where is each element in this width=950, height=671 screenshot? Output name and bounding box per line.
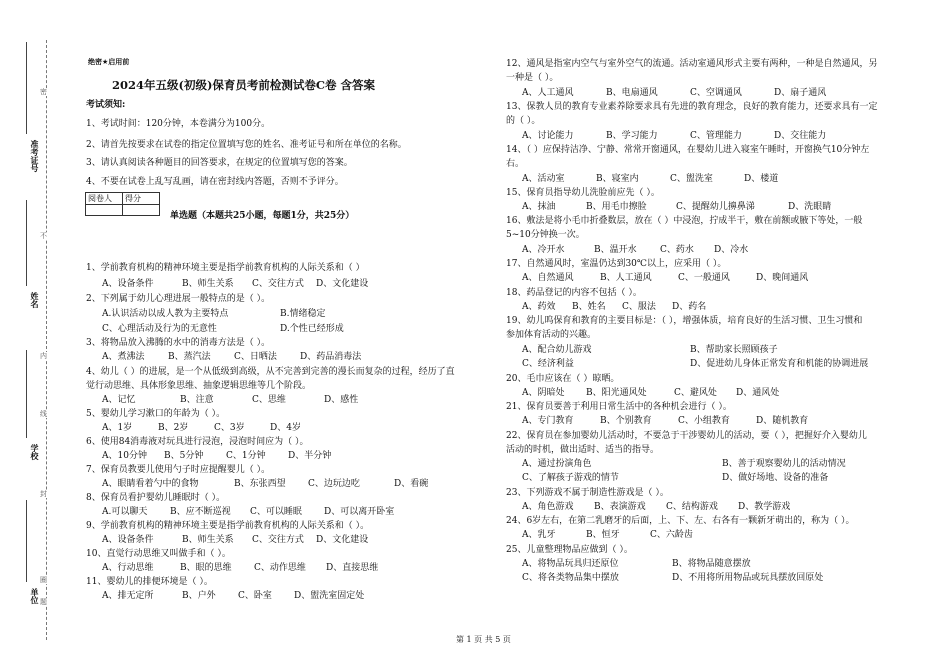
option[interactable]: A、眼睛看着勺中的食物 — [102, 479, 199, 489]
option[interactable]: A、乳牙 — [522, 530, 556, 540]
option[interactable]: A、自然通风 — [522, 273, 574, 283]
question-options — [102, 394, 358, 406]
option[interactable]: C、1分钟 — [226, 451, 266, 461]
name-line — [26, 200, 27, 286]
question-text: 活动的时机，做出适时、适当的指导。 — [506, 445, 660, 455]
option[interactable]: A、通过扮演角色 — [522, 459, 592, 469]
label-unit: 单位 — [30, 588, 40, 604]
notice-item: 1、考试时间：120分钟，本卷满分为100分。 — [86, 119, 271, 129]
option[interactable]: B、户外 — [182, 591, 216, 601]
seal-char: 内 — [40, 352, 47, 360]
question-text: 24、6岁左右，在第二乳磨牙的后面，上、下、左、右各有一颗新牙萌出的，称为（ ）。 — [506, 516, 855, 526]
question-text: 右。 — [506, 159, 525, 169]
question-options — [522, 201, 831, 213]
question-text: 2、下列属于幼儿心理进展一般特点的是（ ）。 — [86, 294, 271, 304]
option[interactable]: D、4岁 — [270, 423, 301, 433]
option[interactable]: C、空调通风 — [690, 88, 742, 98]
option[interactable]: D、楼道 — [744, 174, 779, 184]
option[interactable]: C、交往方式 — [252, 279, 304, 289]
question-text: 10、直觉行动思维又叫做手和（ ）。 — [86, 549, 231, 559]
option[interactable]: A、配合幼儿游戏 — [522, 345, 592, 355]
question-options — [522, 472, 828, 484]
option[interactable]: A.可以聊天 — [102, 507, 148, 517]
option[interactable]: B、蒸汽法 — [168, 352, 211, 362]
label-school: 学校 — [30, 444, 40, 460]
notice-item: 4、不要在试卷上乱写乱画，请在密封线内答题，否则不予评分。 — [86, 177, 344, 187]
option[interactable]: B、电扇通风 — [606, 88, 658, 98]
option[interactable]: D、看碗 — [394, 479, 429, 489]
seal-char: 圈 — [40, 576, 47, 584]
option[interactable]: D、盥洗室固定处 — [294, 591, 365, 601]
question-options — [522, 558, 751, 570]
option[interactable]: A、药效 — [522, 302, 556, 312]
question-options — [522, 501, 790, 513]
question-text: 7、保育员教要儿使用勺子时应提醒婴儿（ ）。 — [86, 465, 271, 475]
question-text: 9、学前教育机构的精神环境主要是指学前教育机构的人际关系和（ ）。 — [86, 521, 370, 531]
question-options — [102, 478, 428, 490]
question-options — [102, 323, 344, 335]
question-options — [102, 308, 325, 320]
question-text: 的（ ）。 — [506, 116, 541, 126]
option[interactable]: B、恒牙 — [586, 530, 620, 540]
option[interactable]: B、阳光通风处 — [586, 388, 647, 398]
question-text: 一种是（ ）。 — [506, 73, 559, 83]
score-blank[interactable] — [123, 205, 160, 216]
option[interactable]: A、排无定所 — [102, 591, 154, 601]
notice-item: 3、请认真阅读各种题目的回答要求，在规定的位置填写您的答案。 — [86, 158, 353, 168]
question-text: 4、幼儿（ ）的进展，是一个从低级到高级，从不完善到完善的漫长而复杂的过程，经历了直 — [86, 367, 455, 377]
notice-heading: 考试须知: — [86, 100, 126, 110]
question-text: 13、保教人员的教育专业素养除要求具有先进的教育理念，良好的教育能力，还要求具有一定 — [506, 102, 878, 112]
option[interactable]: D、文化建设 — [316, 279, 369, 289]
option[interactable]: C、结构游戏 — [666, 502, 718, 512]
question-text: 19、幼儿呜保育和教育的主要目标是：（ ），增强体质，培育良好的生活习惯、卫生习惯和 — [506, 316, 863, 326]
option[interactable]: B、注意 — [180, 395, 214, 405]
page-number: 第 1 页 共 5 页 — [456, 635, 511, 644]
option[interactable]: D、不用将所用物品或玩具摆放回原处 — [672, 573, 824, 583]
seal-char: 密 — [40, 88, 47, 96]
seal-char: 题 — [40, 598, 47, 606]
page-title: 2024年五级(初级)保育员考前检测试卷C卷 含答案 — [112, 78, 376, 92]
question-text: 18、药品登记的内容不包括（ ）。 — [506, 288, 642, 298]
exam-number-line — [26, 42, 27, 134]
question-text: 1、学前教育机构的精神环境主要是指学前教育机构的人际关系和（ ） — [86, 263, 365, 273]
question-options — [102, 590, 364, 602]
secret-label: 绝密★启用前 — [88, 58, 130, 66]
question-options — [522, 387, 779, 399]
grader-blank[interactable] — [86, 205, 123, 216]
option[interactable]: C、将各类物品集中摆放 — [522, 573, 619, 583]
question-options — [102, 562, 378, 574]
option[interactable]: C、小组教育 — [678, 416, 730, 426]
option[interactable]: D.个性已经形成 — [280, 324, 344, 334]
question-text: 参加体育活动的兴趣。 — [506, 330, 597, 340]
option[interactable]: A、煮沸法 — [102, 352, 145, 362]
option[interactable]: B、师生关系 — [182, 279, 234, 289]
option[interactable]: D、药品消毒法 — [300, 352, 362, 362]
question-text: 觉行动思维、具体形象思维、抽象逻辑思维等几个阶段。 — [86, 381, 312, 391]
question-options — [102, 534, 368, 546]
question-options — [522, 130, 826, 142]
seal-char: 线 — [40, 410, 47, 418]
option[interactable]: A、设备条件 — [102, 279, 154, 289]
question-options — [522, 87, 826, 99]
option[interactable]: C、避风处 — [674, 388, 717, 398]
option[interactable]: A、10分钟 — [102, 451, 147, 461]
question-options — [522, 415, 808, 427]
option[interactable]: C、药水 — [660, 245, 694, 255]
option[interactable]: B、姓名 — [572, 302, 606, 312]
option[interactable]: B、2岁 — [158, 423, 189, 433]
option[interactable]: B、表演游戏 — [594, 502, 646, 512]
question-options — [522, 572, 823, 584]
question-text: 25、儿童整理物品应做到（ ）。 — [506, 545, 633, 555]
question-text: 20、毛巾应该在（ ）晾晒。 — [506, 374, 620, 384]
option[interactable]: A、专门教育 — [522, 416, 574, 426]
option[interactable]: D、做好场地、设备的准备 — [722, 473, 829, 483]
question-text: 14、（ ）应保持洁净、宁静、常常开窗通风，在婴幼儿进入寝室午睡时，开窗换气10分钟左 — [506, 145, 870, 155]
question-text: 8、保育员看护婴幼儿睡眠时（ ）。 — [86, 493, 226, 503]
question-text: 21、保育员要善于利用日常生活中的各种机会进行（ ）。 — [506, 402, 732, 412]
option[interactable]: C、提醒幼儿擤鼻涕 — [676, 202, 755, 212]
option[interactable]: D、感性 — [324, 395, 359, 405]
question-options — [102, 450, 331, 462]
option[interactable]: A、角色游戏 — [522, 502, 574, 512]
option[interactable]: B、寝室内 — [596, 174, 639, 184]
option[interactable]: A、人工通风 — [522, 88, 574, 98]
unit-line — [26, 500, 27, 582]
score-table — [85, 192, 160, 216]
option[interactable]: B、学习能力 — [606, 131, 658, 141]
option[interactable]: A、讨论能力 — [522, 131, 574, 141]
option[interactable]: B、人工通风 — [600, 273, 652, 283]
option[interactable]: C、服法 — [622, 302, 656, 312]
school-line — [26, 350, 27, 438]
seal-char: 封 — [40, 490, 47, 498]
option[interactable]: C、3岁 — [214, 423, 245, 433]
option[interactable]: D、可以离开卧室 — [324, 507, 395, 517]
seal-line — [46, 40, 47, 640]
option[interactable]: A、记忆 — [102, 395, 136, 405]
question-options — [522, 358, 868, 370]
question-text: 5、婴幼儿学习漱口的年龄为（ ）。 — [86, 409, 226, 419]
option[interactable]: C、思维 — [252, 395, 286, 405]
option[interactable]: C、六龄齿 — [650, 530, 693, 540]
option[interactable]: B、帮助家长照顾孩子 — [690, 345, 778, 355]
option[interactable]: D、随机教育 — [756, 416, 809, 426]
option[interactable]: D、洗眼睛 — [788, 202, 832, 212]
option[interactable]: C、管理能力 — [690, 131, 742, 141]
question-text: 11、婴幼儿的排便环境是（ ）。 — [86, 577, 213, 587]
label-exam-number: 准考证号 — [30, 140, 40, 172]
option[interactable]: D、文化建设 — [316, 535, 369, 545]
question-text: 5~10分钟换一次。 — [506, 230, 585, 240]
option[interactable]: D、扇子通风 — [774, 88, 827, 98]
option[interactable]: D、药名 — [672, 302, 707, 312]
label-name: 姓名 — [30, 292, 40, 308]
option[interactable]: B、将物品随意摆放 — [672, 559, 751, 569]
seal-char: 不 — [40, 232, 47, 240]
question-text: 23、下列游戏不属于制造性游戏是（ ）。 — [506, 488, 669, 498]
option[interactable]: D、交往能力 — [774, 131, 827, 141]
question-options — [522, 244, 748, 256]
question-options — [522, 458, 846, 470]
option[interactable]: B、师生关系 — [182, 535, 234, 545]
section-heading: 单选题（本题共25小题，每题1分，共25分） — [170, 211, 355, 221]
option[interactable]: C、经济利益 — [522, 359, 574, 369]
option[interactable]: B、应不断巡视 — [170, 507, 231, 517]
score-cell: 得分 — [123, 193, 160, 205]
question-options — [102, 506, 394, 518]
option[interactable]: D、半分钟 — [288, 451, 332, 461]
option[interactable]: A.认识活动以成人教为主要特点 — [102, 309, 229, 319]
option[interactable]: A、抹油 — [522, 202, 556, 212]
option[interactable]: D、直接思维 — [326, 563, 379, 573]
option[interactable]: B、东张西望 — [234, 479, 286, 489]
question-text: 6、使用84消毒液对玩具进行浸泡，浸泡时间应为（ ）。 — [86, 437, 309, 447]
option[interactable]: D、教学游戏 — [738, 502, 791, 512]
option[interactable]: B、用毛巾擦脸 — [586, 202, 647, 212]
question-options — [102, 422, 301, 434]
option[interactable]: C、边玩边吃 — [308, 479, 360, 489]
option[interactable]: B、个别教育 — [600, 416, 652, 426]
option[interactable]: B、温开水 — [594, 245, 637, 255]
question-text: 22、保育员在参加婴幼儿活动时，不要急于干涉婴幼儿的活动，要（ ），把握好介入婴幼儿 — [506, 431, 867, 441]
question-options — [102, 351, 361, 363]
option[interactable]: A、活动室 — [522, 174, 565, 184]
option[interactable]: D、促进幼儿身体正常发育和机能的协调进展 — [690, 359, 869, 369]
option[interactable]: A、1岁 — [102, 423, 133, 433]
question-options — [522, 529, 693, 541]
option[interactable]: C、心理活动及行为的无意性 — [102, 324, 217, 334]
option[interactable]: B、善于观察婴幼儿的活动情况 — [722, 459, 846, 469]
question-options — [522, 344, 778, 356]
option[interactable]: A、行动思维 — [102, 563, 154, 573]
option[interactable]: B、眼的思维 — [180, 563, 232, 573]
question-text: 16、敷法是将小毛巾折叠数层，放在（ ）中浸泡，拧成半干，敷在前额或腋下等处，一般 — [506, 216, 863, 226]
option[interactable]: D、冷水 — [714, 245, 749, 255]
option[interactable]: C、盥洗室 — [670, 174, 713, 184]
question-text: 17、自然通风时，室温仍达到30℃以上，应采用（ ）。 — [506, 259, 727, 269]
grader-cell: 阅卷人 — [86, 193, 123, 205]
question-options — [522, 173, 778, 185]
option[interactable]: C、了解孩子游戏的情节 — [522, 473, 619, 483]
question-options — [522, 272, 808, 284]
notice-item: 2、请首先按要求在试卷的指定位置填写您的姓名、准考证号和所在单位的名称。 — [86, 140, 407, 150]
option[interactable]: C、日晒法 — [234, 352, 277, 362]
option[interactable]: A、冷开水 — [522, 245, 565, 255]
option[interactable]: A、设备条件 — [102, 535, 154, 545]
question-text: 3、将物品放入沸腾的水中的消毒方法是（ ）。 — [86, 338, 271, 348]
question-text: 12、通风是指室内空气与室外空气的流通。活动室通风形式主要有两种，一种是自然通风，另 — [506, 59, 878, 69]
option[interactable]: A、阴暗处 — [522, 388, 565, 398]
question-options — [522, 301, 706, 313]
option[interactable]: B.情绪稳定 — [280, 309, 326, 319]
question-text: 15、保育员指导幼儿洗脸前应先（ ）。 — [506, 188, 660, 198]
option[interactable]: D、晚间通风 — [756, 273, 809, 283]
option[interactable]: C、动作思维 — [254, 563, 306, 573]
question-options — [102, 278, 368, 290]
option[interactable]: C、交往方式 — [252, 535, 304, 545]
option[interactable]: B、5分钟 — [164, 451, 204, 461]
option[interactable]: C、卧室 — [238, 591, 272, 601]
option[interactable]: A、将物品玩具归还原位 — [522, 559, 619, 569]
option[interactable]: C、一般通风 — [678, 273, 730, 283]
option[interactable]: D、通风处 — [736, 388, 780, 398]
option[interactable]: C、可以睡眠 — [250, 507, 302, 517]
